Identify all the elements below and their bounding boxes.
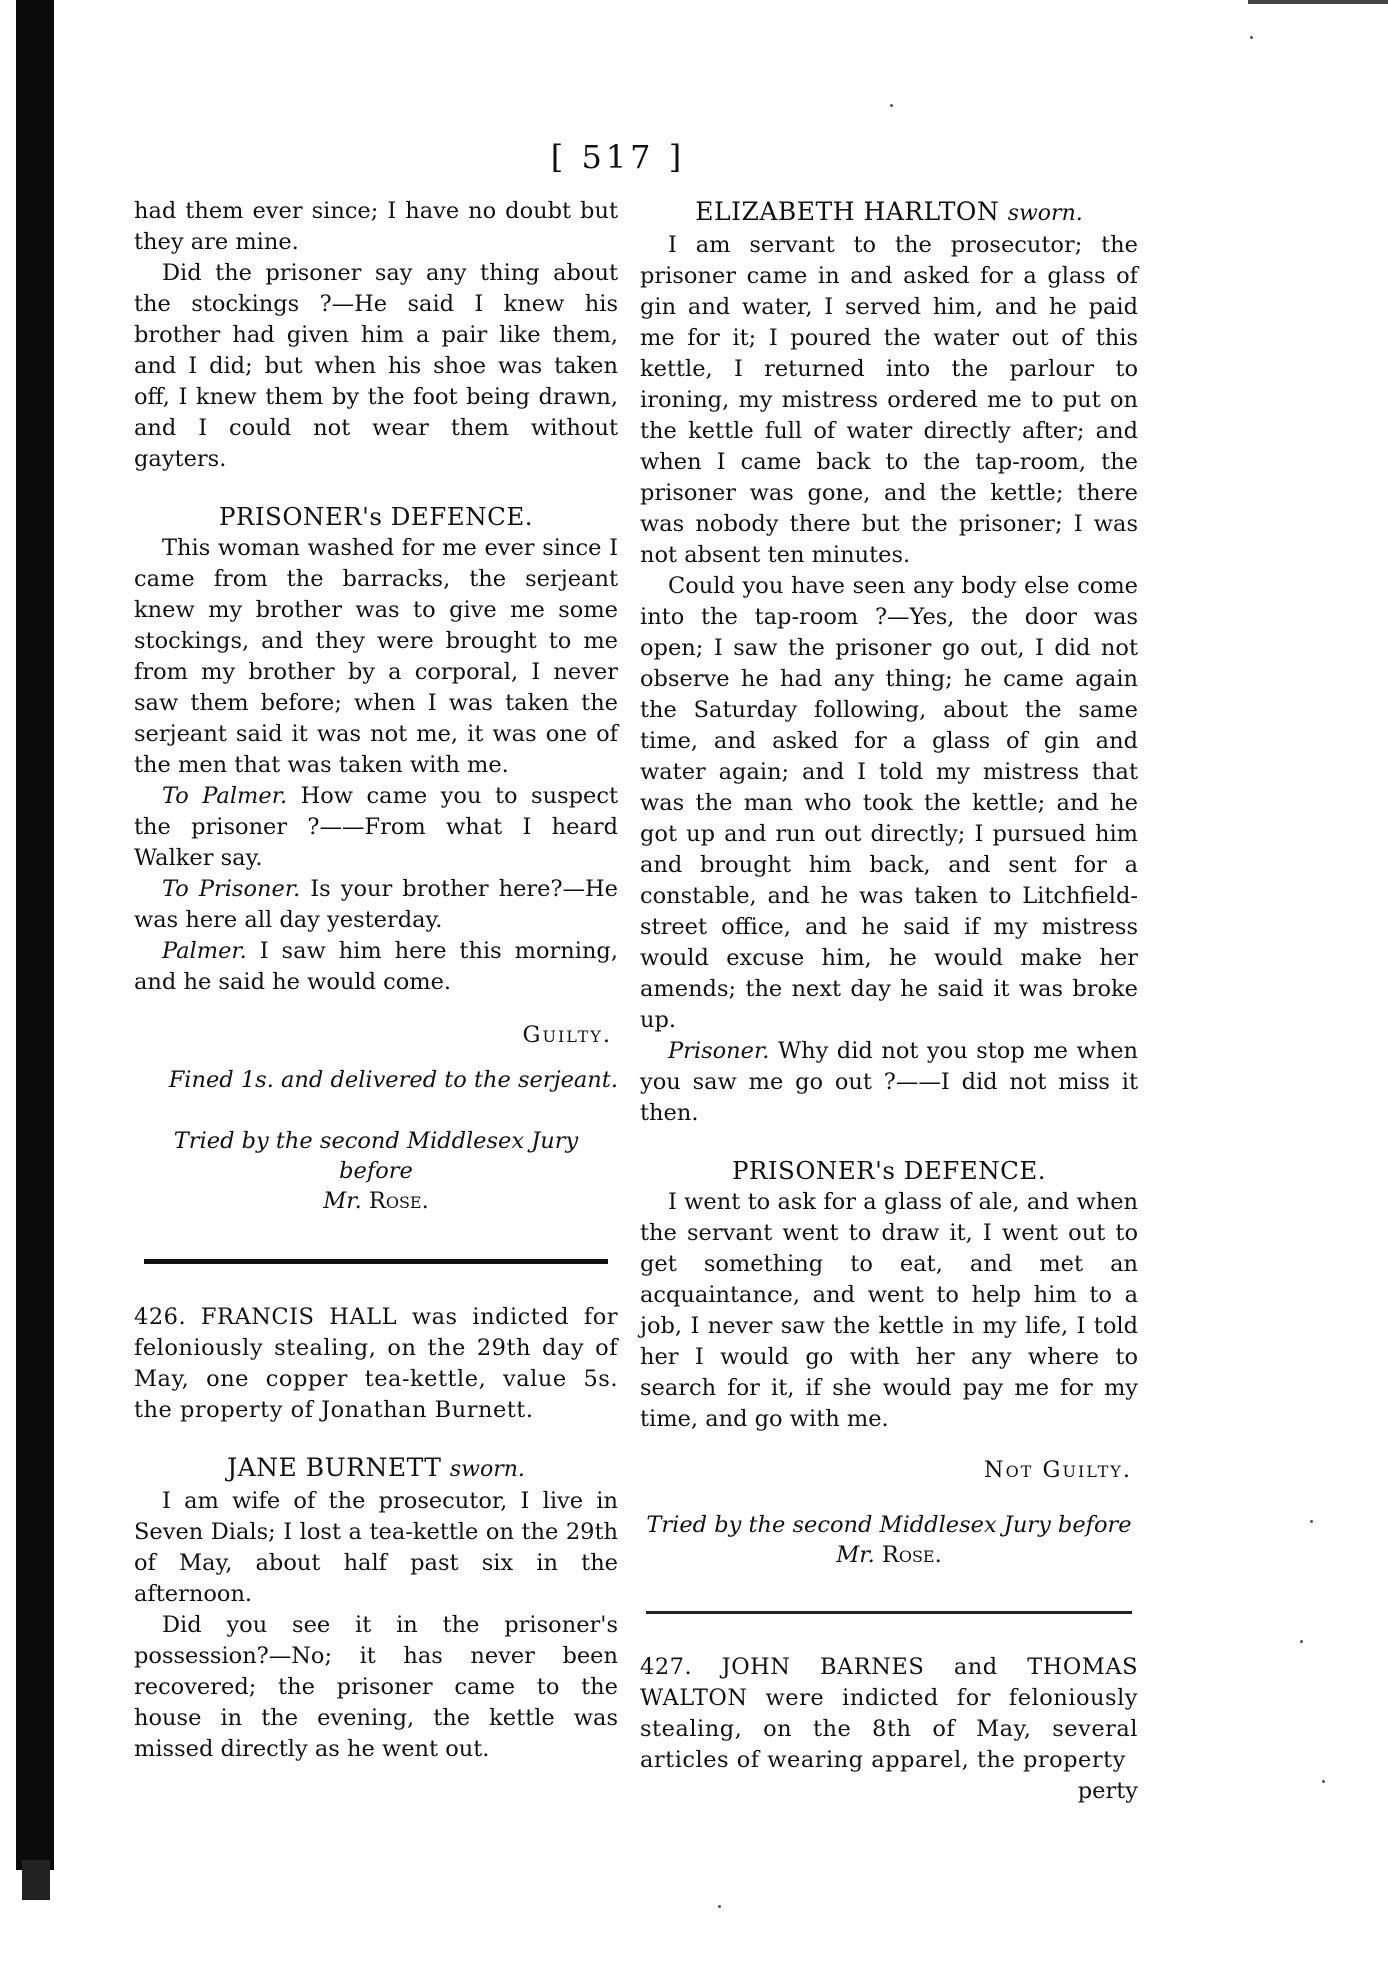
witness-elizabeth-harlton-sworn: sworn. [1007, 201, 1083, 226]
left-tried-judge [134, 1186, 618, 1217]
right-tried-judge [640, 1540, 1138, 1571]
top-rule [1248, 0, 1388, 4]
scan-speck [890, 104, 893, 107]
right-tried-name: Rose. [881, 1542, 942, 1568]
question-to-palmer [134, 781, 618, 874]
speaker-to-prisoner: To Prisoner. [162, 876, 301, 902]
case-427: 427. JOHN BARNES and THOMAS WALTON were indicted for feloniously stealing, on the 8th of May, several articles of wearing apparel, the property [640, 1654, 1138, 1773]
binding-edge [16, 0, 54, 1870]
right-tried-line: Tried by the second Middlesex Jury before [646, 1512, 1132, 1538]
scan-speck [1322, 1780, 1325, 1783]
left-defence-heading: PRISONER's DEFENCE. [218, 502, 534, 531]
scan-speck [718, 1905, 721, 1908]
harlton-testimony: I am servant to the prosecutor; the prisoner came in and asked for a glass of gin and water, I served him, and he paid me for it; I poured the water out of this kettle, I returned into the parlour to ironing, my mistress ordered me to put on the kettle full of water directly after; and when I came back to the tap-room, the prisoner was gone, and the kettle; there was nobody there but the prisoner; I was not absent ten minutes. [640, 232, 1138, 568]
right-tried-mr: Mr. [836, 1542, 875, 1568]
left-tried-name: Rose. [368, 1188, 429, 1214]
witness-elizabeth-harlton [640, 196, 1138, 230]
scan-speck [1310, 1520, 1313, 1523]
prisoner-question [640, 1036, 1138, 1129]
right-defence-heading: PRISONER's DEFENCE. [731, 1156, 1047, 1185]
prisoner-question-text: Why did not you stop me when you saw me go out ?——I did not miss it then. [640, 1038, 1138, 1126]
right-column [640, 196, 1138, 1807]
left-paragraph-2: Did the prisoner say any thing about the stockings ?—He said I knew his brother had given him a pair like them, and I did; but when his shoe was taken off, I knew them by the foot being drawn, and I could not wear them without gayters. [134, 260, 618, 472]
right-verdict: Not Guilty. [983, 1457, 1132, 1483]
palmer-reply-text: I saw him here this morning, and he said he would come. [134, 938, 618, 995]
binding-edge-bottom [22, 1860, 50, 1900]
harlton-question: Could you have seen any body else come into the tap-room ?—Yes, the door was open; I saw the prisoner go out, I did not observe he had any thing; he came again the Saturday following, about the same time, and asked for a glass of gin and water again; and I told my mistress that was the man who took the kettle; and he got up and run out directly; I pursued him and brought him back, and sent for a constable, and he was taken to Litchfield-street office, and he said if my mistress would excuse him, he would make her amends; the next day he said it was broke up. [640, 573, 1138, 1033]
question-to-prisoner-text: Is your brother here?—He was here all day yesterday. [134, 876, 618, 933]
witness-jane-burnett [134, 1452, 618, 1486]
left-defence-text: This woman washed for me ever since I came from the barracks, the serjeant knew my brother was to give me some stockings, and they were brought to me from my brother by a corporal, I never saw them before; when I was taken the serjeant said it was not me, it was one of the men that was taken with me. [134, 535, 618, 778]
left-paragraph-1: had them ever since; I have no doubt but they are mine. [134, 198, 618, 255]
witness-jane-burnett-name: JANE BURNETT [227, 1453, 442, 1482]
palmer-reply [134, 936, 618, 998]
speaker-palmer: Palmer. [162, 938, 247, 964]
left-verdict: Guilty. [522, 1022, 612, 1048]
speaker-to-palmer: To Palmer. [162, 783, 288, 809]
jane-burnett-testimony: I am wife of the prosecutor, I live in Seven Dials; I lost a tea-kettle on the 29th of May, about half past six in the afternoon. [134, 1488, 618, 1607]
scan-speck [1300, 1640, 1303, 1643]
speaker-prisoner: Prisoner. [668, 1038, 770, 1064]
witness-elizabeth-harlton-name: ELIZABETH HARLTON [695, 197, 1000, 226]
witness-jane-burnett-sworn: sworn. [449, 1457, 525, 1482]
page-number: [ 517 ] [550, 138, 686, 176]
jane-burnett-question: Did you see it in the prisoner's possession?—No; it has never been recovered; the prisoner came to the house in the evening, the kettle was missed directly as he went out. [134, 1612, 618, 1762]
question-to-palmer-text: How came you to suspect the prisoner ?——From what I heard Walker say. [134, 783, 618, 871]
catchword: perty [1077, 1778, 1138, 1804]
right-defence-text: I went to ask for a glass of ale, and when the servant went to draw it, I went out to get something to eat, and met an acquaintance, and went to help him to a job, I never saw the kettle in my life, I told her I would go with her any where to search for it, if she would pay me for my time, and go with me. [640, 1189, 1138, 1432]
left-tried-mr: Mr. [323, 1188, 362, 1214]
left-sentence: Fined 1s. and delivered to the serjeant. [168, 1067, 618, 1093]
left-column [134, 196, 618, 1765]
scan-speck [1250, 36, 1253, 39]
case-426: 426. FRANCIS HALL was indicted for feloniously stealing, on the 29th day of May, one copper tea-kettle, value 5s. the property of Jonathan Burnett. [134, 1304, 618, 1423]
question-to-prisoner [134, 874, 618, 936]
left-tried-line: Tried by the second Middlesex Jury before [173, 1128, 579, 1184]
